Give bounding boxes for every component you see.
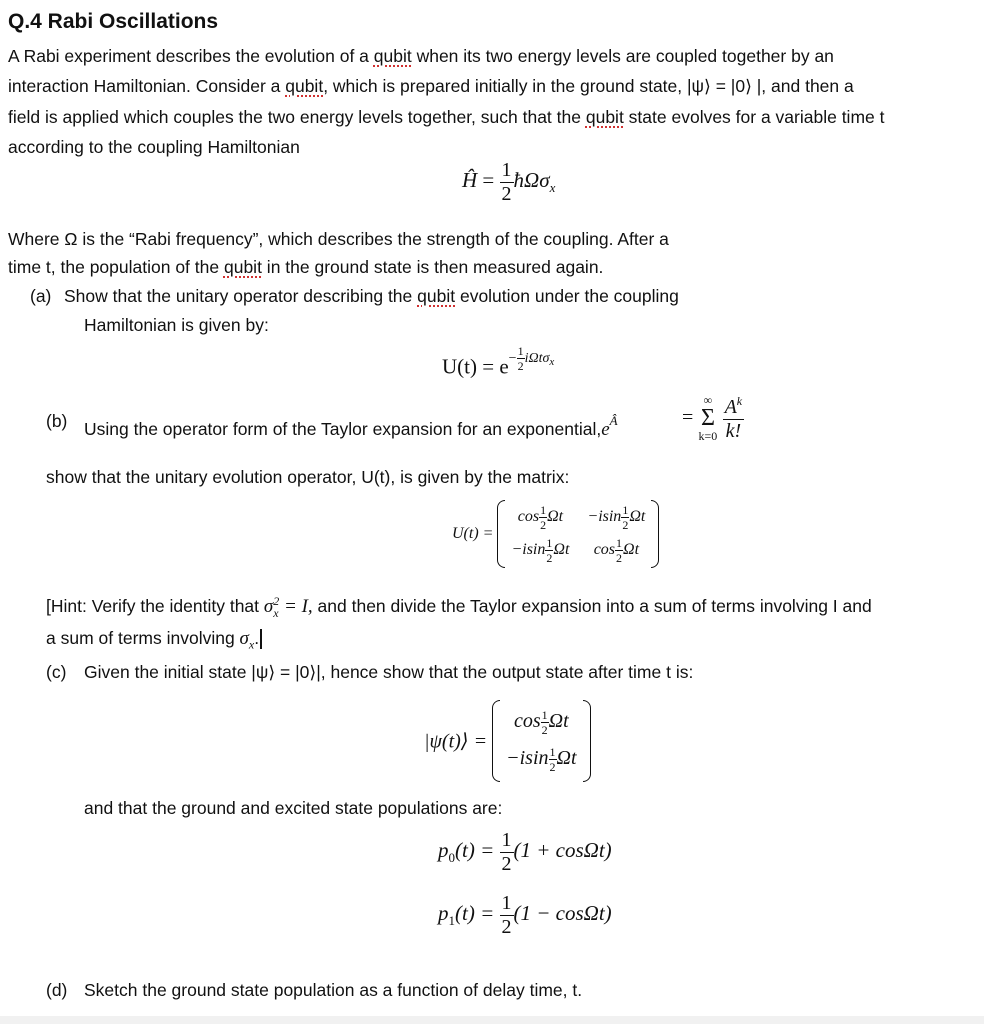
taylor-rhs	[682, 394, 744, 442]
p0-half-num: 1	[501, 829, 512, 851]
intro-line-4: according to the coupling Hamiltonian	[8, 137, 300, 157]
exponent-rest: iΩtσ	[524, 350, 550, 366]
taylor-frac-a: A	[724, 396, 737, 418]
m21-pre: −isin	[511, 541, 546, 559]
hamiltonian-sub: x	[549, 180, 556, 195]
v1-half	[541, 709, 549, 736]
intro-line-2: interaction Hamiltonian. Consider a qubit, which is prepared initially in the ground state, |ψ⟩ = |0⟩ |, and then a	[8, 76, 854, 96]
psi-lhs: |ψ(t)⟩ =	[424, 730, 488, 753]
taylor-frac-den: k!	[723, 419, 745, 441]
p0-half	[500, 830, 514, 874]
matrix-cell-22	[587, 537, 645, 564]
part-a-label: (a)	[30, 286, 52, 306]
spellcheck-word: qubit	[373, 46, 412, 66]
text-cursor	[260, 629, 262, 649]
where-line-1: Where Ω is the “Rabi frequency”, which describes the strength of the coupling. After a	[8, 229, 669, 249]
exponent-half-num: 1	[517, 344, 524, 358]
unitary-equation	[442, 345, 554, 380]
v2-pre: −isin	[506, 747, 549, 770]
part-d-text: Sketch the ground state population as a function of delay time, t.	[84, 980, 583, 1000]
page-bottom-edge	[0, 1016, 984, 1024]
sum-bottom: k=0	[698, 429, 718, 443]
hint-line-1-post: and then divide the Taylor expansion into a sum of terms involving I and	[312, 596, 872, 616]
matrix-cell-11	[511, 504, 569, 531]
vector-right-paren	[583, 700, 591, 782]
exponent-half-den: 2	[517, 359, 524, 373]
matrix-lhs: U(t) =	[452, 525, 494, 542]
v1-half-num: 1	[541, 708, 548, 722]
m12-post: Ωt	[629, 508, 646, 526]
hint-sigma-sub: x	[273, 606, 279, 621]
exponent-half	[517, 345, 525, 372]
unitary-matrix	[497, 500, 659, 568]
hint-identity: = I,	[279, 596, 313, 617]
taylor-frac-num	[723, 395, 745, 419]
spellcheck-word: qubit	[285, 76, 324, 96]
question-title: Q.4 Rabi Oscillations	[8, 10, 219, 33]
part-d-label: (d)	[46, 980, 68, 1000]
v1-half-den: 2	[541, 723, 548, 737]
m11-half-num: 1	[540, 503, 547, 517]
hamiltonian-rhs: ħΩσ	[513, 167, 550, 192]
output-state-equation	[424, 700, 591, 782]
part-a-line-2: Hamiltonian is given by:	[84, 315, 269, 335]
p0-equation	[438, 830, 612, 874]
m22-half	[615, 537, 623, 564]
exponent-sub: x	[549, 355, 555, 368]
v1-post: Ωt	[548, 710, 569, 733]
p1-half-den: 2	[501, 916, 512, 938]
hamiltonian-equation	[462, 160, 555, 204]
taylor-hat-a: Â	[609, 413, 618, 428]
hint-line-2-pre: a sum of terms involving	[46, 628, 240, 648]
spellcheck-word: qubit	[417, 286, 456, 306]
v2-half-num: 1	[549, 745, 556, 759]
hint-line-1-pre: [Hint: Verify the identity that	[46, 596, 264, 616]
p1-arg: (t) =	[455, 900, 495, 925]
taylor-fraction	[723, 395, 745, 441]
intro-line-3: field is applied which couples the two energy levels together, such that the qubit state evolves for a variable time t	[8, 107, 885, 127]
part-b-line-2: show that the unitary evolution operator, U(t), is given by the matrix:	[46, 467, 570, 487]
vector-left-paren	[492, 700, 500, 782]
sum-block	[699, 394, 718, 442]
p1-half-num: 1	[501, 892, 512, 914]
where-line-2: time t, the population of the qubit in the ground state is then measured again.	[8, 257, 604, 277]
taylor-e: e	[601, 419, 610, 440]
hint-sigma: σ	[263, 596, 274, 617]
v2-post: Ωt	[556, 747, 577, 770]
m11-half-den: 2	[540, 518, 547, 532]
m22-half-den: 2	[616, 551, 623, 565]
m22-pre: cos	[593, 541, 616, 559]
part-b-label: (b)	[46, 411, 68, 431]
hint-line-2-post: .	[254, 628, 260, 648]
m21-post: Ωt	[553, 541, 570, 559]
matrix-left-paren	[497, 500, 505, 568]
m22-post: Ωt	[623, 541, 640, 559]
p0-half-den: 2	[501, 853, 512, 875]
p0-sub: 0	[448, 850, 455, 865]
p1-rhs: (1 − cosΩt)	[513, 900, 612, 925]
part-c-label: (c)	[46, 662, 67, 682]
p1-equation	[438, 893, 612, 937]
vector-cell-2	[506, 746, 576, 773]
v2-half	[549, 746, 557, 773]
part-b-text-main: Using the operator form of the Taylor expansion for an exponential,	[84, 419, 602, 439]
part-a-line-1: Show that the unitary operator describing the qubit evolution under the coupling	[64, 286, 679, 306]
matrix-grid	[505, 502, 651, 566]
hint-line-2-sigma: σ	[239, 628, 249, 649]
m21-half-num: 1	[546, 536, 553, 550]
unitary-matrix-equation	[452, 500, 659, 568]
m21-half-den: 2	[546, 551, 553, 565]
m12-pre: −isin	[587, 508, 622, 526]
exponent-minus: −	[508, 350, 517, 366]
m11-half	[539, 504, 547, 531]
hint-line-2	[46, 627, 262, 656]
vector-cell-1	[506, 709, 576, 736]
p0-rhs: (1 + cosΩt)	[513, 837, 612, 862]
matrix-cell-12	[587, 504, 645, 531]
hamiltonian-half-num: 1	[501, 159, 512, 181]
spellcheck-word: qubit	[223, 257, 262, 277]
unitary-lhs: U(t) = e	[442, 354, 509, 379]
m12-half-num: 1	[622, 503, 629, 517]
p1-half	[500, 893, 514, 937]
p0-arg: (t) =	[455, 837, 495, 862]
hint-line-2-sub: x	[248, 637, 255, 652]
part-b-text	[84, 410, 618, 441]
spellcheck-word: qubit	[585, 107, 624, 127]
hamiltonian-lhs: Ĥ	[462, 167, 478, 192]
p1-sub: 1	[448, 913, 455, 928]
hamiltonian-half	[500, 160, 514, 204]
v2-half-den: 2	[549, 760, 556, 774]
hamiltonian-half-den: 2	[501, 183, 512, 205]
hint-sigma-sup: 2	[273, 594, 280, 609]
matrix-right-paren	[651, 500, 659, 568]
m11-pre: cos	[517, 508, 540, 526]
taylor-equals: =	[682, 406, 694, 429]
part-c-text: Given the initial state |ψ⟩ = |0⟩|, hence show that the output state after time t is:	[84, 662, 694, 682]
sum-top: ∞	[703, 393, 713, 407]
matrix-cell-21	[511, 537, 569, 564]
v1-pre: cos	[513, 710, 541, 733]
p0-lhs: p	[438, 837, 449, 862]
taylor-frac-k: k	[736, 394, 743, 408]
m12-half-den: 2	[622, 518, 629, 532]
intro-line-1: A Rabi experiment describes the evolution of a qubit when its two energy levels are coupled together by an	[8, 46, 834, 66]
vector-grid	[500, 707, 582, 775]
populations-text: and that the ground and excited state populations are:	[84, 798, 503, 818]
sum-icon: Σ	[700, 405, 715, 431]
m22-half-num: 1	[616, 536, 623, 550]
m11-post: Ωt	[547, 508, 564, 526]
unitary-exponent	[508, 344, 555, 373]
output-state-vector	[492, 700, 590, 782]
hint-line-1	[46, 595, 872, 619]
p1-lhs: p	[438, 900, 449, 925]
hamiltonian-equals: =	[482, 167, 495, 192]
